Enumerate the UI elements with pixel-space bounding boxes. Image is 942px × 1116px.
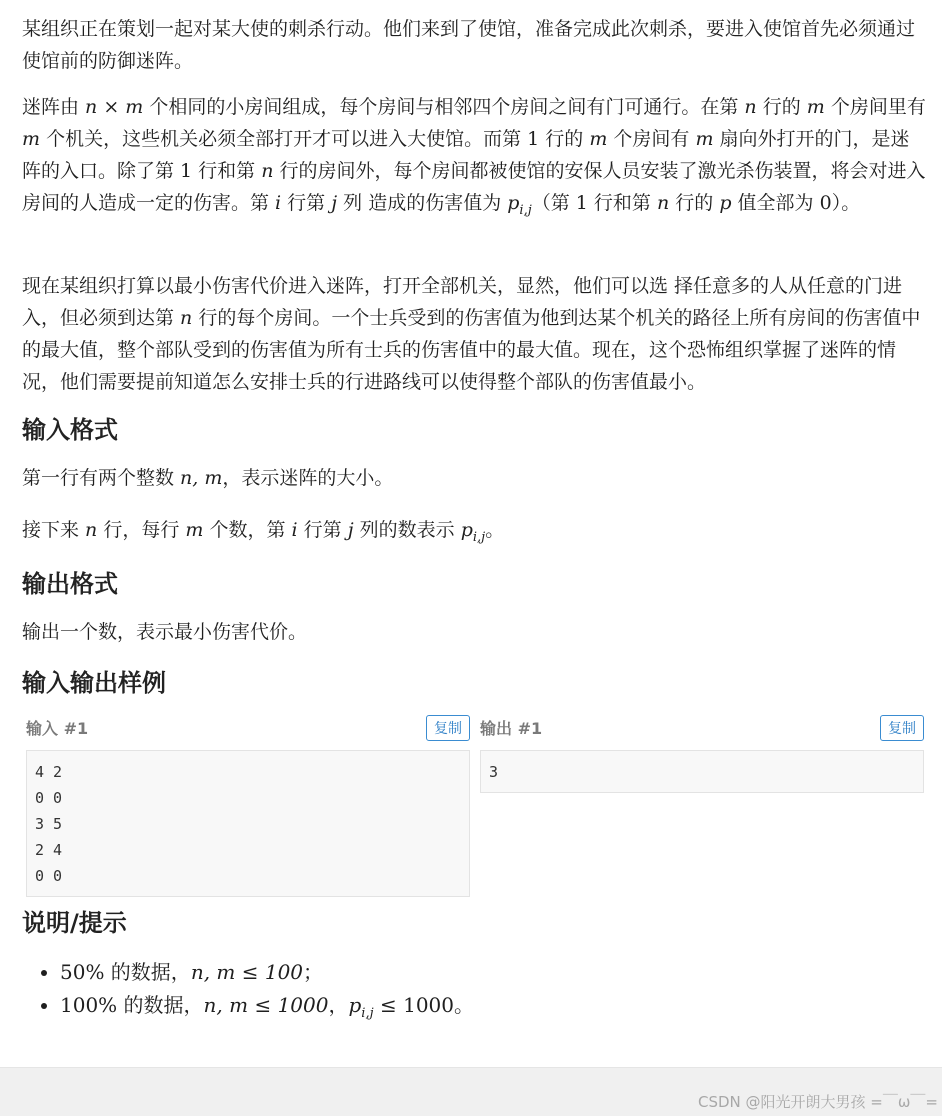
sample-output-box [480,750,924,793]
hint-heading: 说明/提示 [22,909,127,937]
input-format-heading: 输入格式 [22,416,118,444]
hint-list-wrapper [22,956,926,1030]
sample-io-heading: 输入输出样例 [22,669,166,697]
intro-paragraph: 某组织正在策划一起对某大使的刺杀行动。他们来到了使馆，准备完成此次刺杀，要进入使馆首先必须通过使馆前的防御迷阵。 [22,18,916,72]
input-format-line2: 接下来 n 行，每行 m 个数，第 i 行第 j 列的数表示 $p_{i,j}$。 [22,519,505,545]
footer-bar [0,1067,942,1116]
copy-output-button[interactable]: 复制 [880,715,924,741]
sample-output-line: 3 [489,763,499,781]
sample-input-line: 4 2 [35,763,63,781]
sample-input-line: 0 0 [35,867,63,885]
sample-input-line: 0 0 [35,789,63,807]
hint-list [22,956,926,1030]
sample-output-label: 输出 #1 [480,719,543,738]
sample-input-label: 输入 #1 [26,719,89,738]
hint-item: • 50% 的数据，n, m ≤ 100； [60,956,926,989]
copy-input-button[interactable]: 复制 [426,715,470,741]
sample-io [22,714,926,899]
hint-item: • 100% 的数据，n, m ≤ 1000，$p_{i,j} \le 1000$。 [60,989,926,1030]
input-format-line1: 第一行有两个整数 n, m，表示迷阵的大小。 [22,467,394,489]
sample-input-line: 3 5 [35,815,63,833]
output-format-line: 输出一个数，表示最小伤害代价。 [22,621,308,643]
csdn-credit: CSDN @阳光开朗大男孩 =￣ω￣= [697,1093,938,1111]
maze-description-paragraph: 迷阵由 n × m 个相同的小房间组成，每个房间与相邻四个房间之间有门可通行。在第 n 行的 m 个房间里有 m 个机关，这些机关必须全部打开才可以进入大使馆。而第 1 行的 m 个房间有 m 扇向外打开的门，是迷阵的入口。除了第 1 行和第 n 行的房间外，每个房间都被使馆的安保人员安装了激光杀伤装置，将会对进入房间的人造成一定的伤害。第 i 行第 j 列 造成的伤害值为 $p_{i,j}$（第 1 行和第 n 行的 p 值全部为 0）。 [22,96,926,218]
task-paragraph: 现在某组织打算以最小伤害代价进入迷阵，打开全部机关，显然，他们可以选 择任意多的人从任意的门进入，但必须到达第 n 行的每个房间。一个士兵受到的伤害值为他到达某个机关的路径上所有房间的伤害值中的最大值，整个部队受到的伤害值为所有士兵的伤害值中的最大值。现在，这个恐怖组织掌握了迷阵的情况，他们需要提前知道怎么安排士兵的行进路线可以使得整个部队的伤害值最小。 [22,275,921,393]
sample-input-line: 2 4 [35,841,63,859]
output-format-heading: 输出格式 [22,570,118,598]
sample-input-box [26,750,470,897]
